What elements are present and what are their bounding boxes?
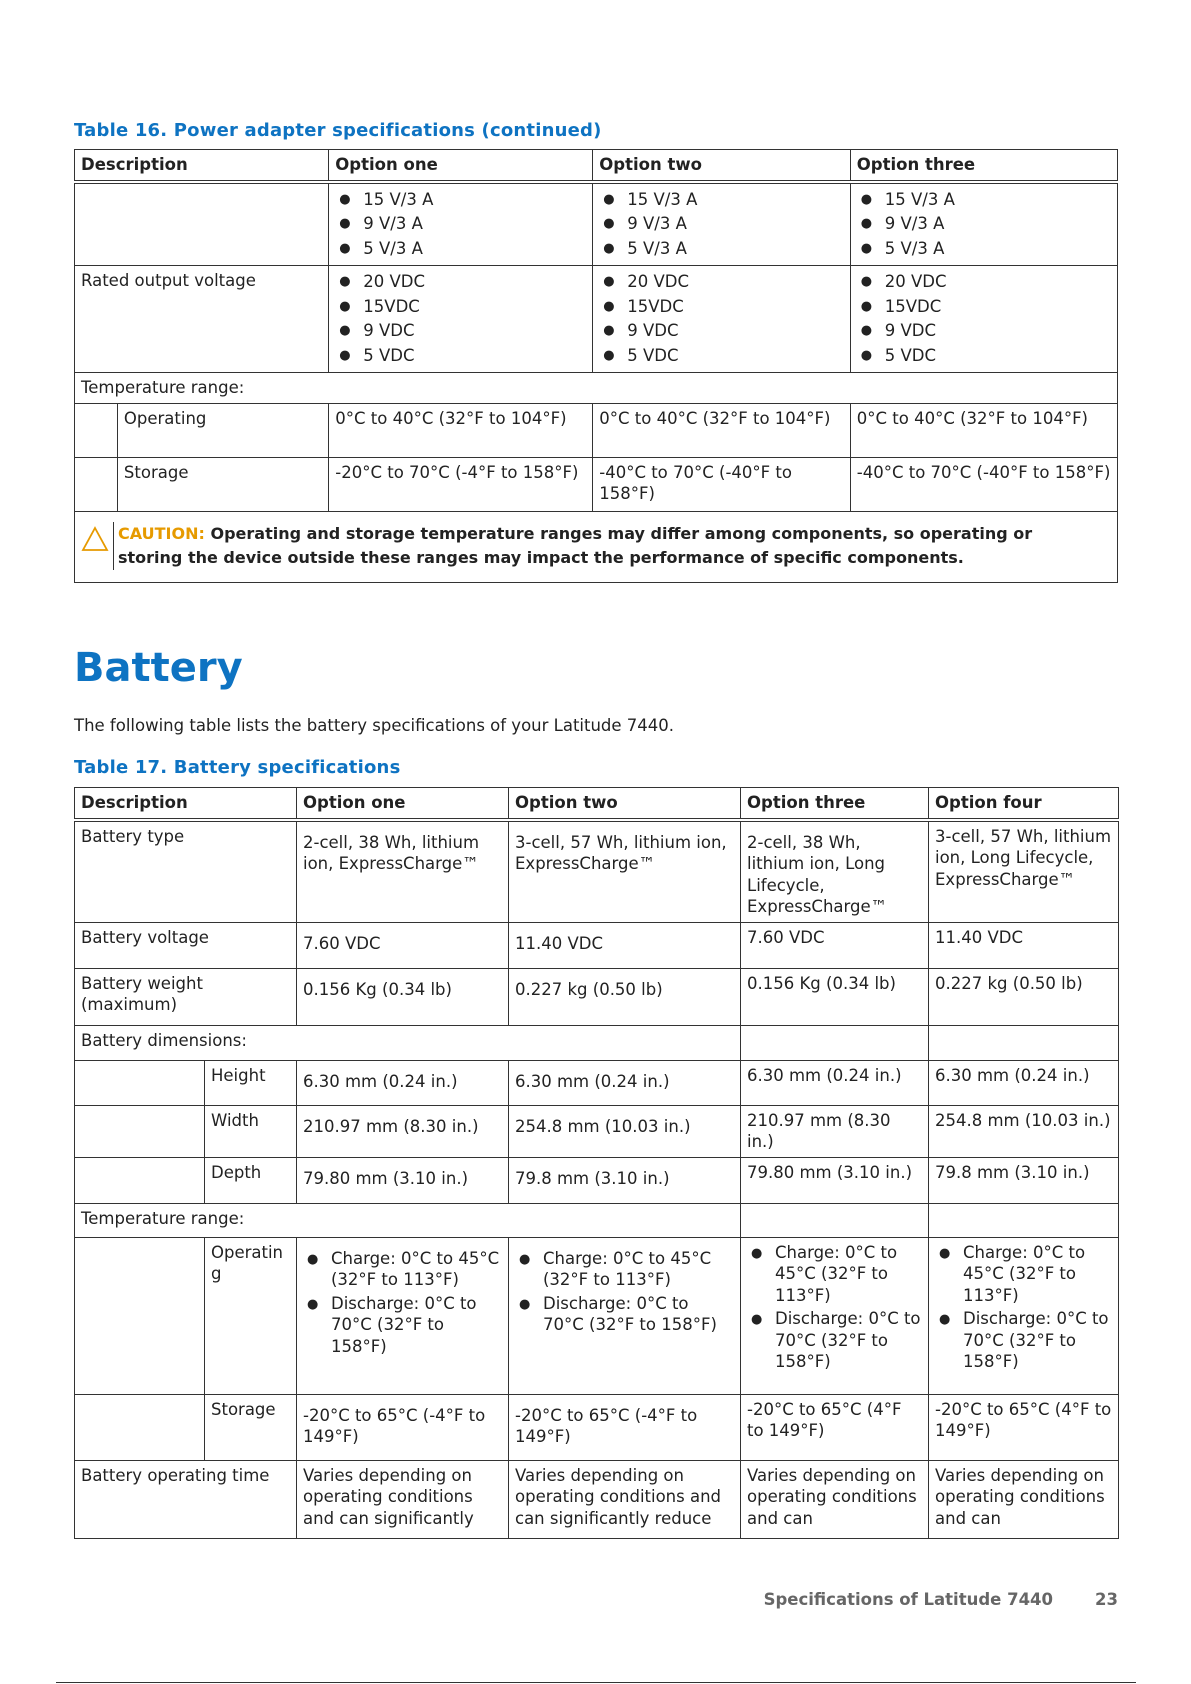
table-cell: -20°C to 65°C (-4°F to 149°F) <box>509 1394 741 1460</box>
page-number: 23 <box>1095 1590 1118 1609</box>
table-cell <box>850 182 1117 266</box>
table-cell: 79.8 mm (3.10 in.) <box>929 1157 1119 1203</box>
header-option-two: Option two <box>593 150 851 182</box>
indent-cell <box>75 1394 205 1460</box>
list-item: ● 9 VDC <box>857 319 1111 344</box>
table-cell: 0°C to 40°C (32°F to 104°F) <box>593 403 851 457</box>
indent-cell <box>75 457 118 511</box>
table-cell <box>741 1203 929 1237</box>
list-item: ● 5 VDC <box>857 344 1111 369</box>
list-item: ● 9 V/3 A <box>335 212 586 237</box>
row-label: Rated output voltage <box>75 266 329 373</box>
table-row <box>75 1237 1119 1394</box>
table-cell: 7.60 VDC <box>297 922 509 968</box>
page-bottom-divider <box>56 1682 1136 1683</box>
table-cell <box>741 1025 929 1060</box>
row-label: Battery weight (maximum) <box>75 968 297 1025</box>
list-item: ● 5 V/3 A <box>335 237 586 262</box>
table-cell <box>593 266 851 373</box>
header-option-one: Option one <box>297 788 509 820</box>
caution-row <box>75 511 1118 582</box>
table-cell: 6.30 mm (0.24 in.) <box>297 1060 509 1105</box>
table-cell: Varies depending on operating conditions and can <box>741 1460 929 1538</box>
row-label: Operating <box>117 403 328 457</box>
list-item: ● 5 VDC <box>335 344 586 369</box>
list-item: ● 15VDC <box>335 295 586 320</box>
table-cell: 3-cell, 57 Wh, lithium ion, ExpressCharge™ <box>509 820 741 923</box>
table-17 <box>74 787 1119 1539</box>
list-item: ● 5 VDC <box>599 344 844 369</box>
table-cell <box>329 182 593 266</box>
row-label: Depth <box>205 1157 297 1203</box>
table-cell <box>929 1203 1119 1237</box>
table-cell: 254.8 mm (10.03 in.) <box>929 1105 1119 1157</box>
table-header-row <box>75 150 1118 182</box>
table-cell: 210.97 mm (8.30 in.) <box>741 1105 929 1157</box>
table-row <box>75 1060 1119 1105</box>
table-cell: 6.30 mm (0.24 in.) <box>509 1060 741 1105</box>
table-cell <box>329 266 593 373</box>
warning-triangle-icon <box>81 522 113 564</box>
list-item: ● 9 V/3 A <box>599 212 844 237</box>
list-item: ● Discharge: 0°C to 70°C (32°F to 158°F) <box>303 1293 502 1358</box>
row-label: Temperature range: <box>75 1203 741 1237</box>
indent-cell <box>75 1060 205 1105</box>
list-item: ● 20 VDC <box>335 270 586 295</box>
list-item: ● 20 VDC <box>857 270 1111 295</box>
indent-cell <box>75 1157 205 1203</box>
row-label: Storage <box>117 457 328 511</box>
list-item: ● Charge: 0°C to 45°C (32°F to 113°F) <box>747 1242 922 1307</box>
table-row <box>75 182 1118 266</box>
table-cell: 2-cell, 38 Wh, lithium ion, ExpressCharge™ <box>297 820 509 923</box>
list-item: ● Discharge: 0°C to 70°C (32°F to 158°F) <box>515 1293 734 1336</box>
table-cell: 254.8 mm (10.03 in.) <box>509 1105 741 1157</box>
row-label: Operatin g <box>205 1237 297 1394</box>
header-description: Description <box>75 150 329 182</box>
table-16 <box>74 149 1118 583</box>
header-option-two: Option two <box>509 788 741 820</box>
list-item: ● 15 V/3 A <box>857 188 1111 213</box>
page-footer <box>764 1590 1118 1609</box>
header-option-three: Option three <box>741 788 929 820</box>
indent-cell <box>75 403 118 457</box>
row-label: Battery voltage <box>75 922 297 968</box>
table-row <box>75 266 1118 373</box>
list-item: ● 9 V/3 A <box>857 212 1111 237</box>
caution-text: Operating and storage temperature ranges may differ among components, so operating or storing the device outside these ranges may impact the performance of specific components. <box>118 523 1033 567</box>
row-label: Width <box>205 1105 297 1157</box>
caution-note <box>75 511 1118 582</box>
table-cell: 0.227 kg (0.50 lb) <box>509 968 741 1025</box>
row-label: Battery dimensions: <box>75 1025 741 1060</box>
table-cell: 11.40 VDC <box>509 922 741 968</box>
table-cell: 0°C to 40°C (32°F to 104°F) <box>329 403 593 457</box>
table-row <box>75 820 1119 923</box>
table-row <box>75 968 1119 1025</box>
table-cell: Varies depending on operating conditions and can <box>929 1460 1119 1538</box>
row-label: Temperature range: <box>75 373 1118 404</box>
list-item: ● Discharge: 0°C to 70°C (32°F to 158°F) <box>935 1308 1112 1373</box>
list-item: ● Charge: 0°C to 45°C (32°F to 113°F) <box>515 1248 734 1291</box>
list-item: ● Charge: 0°C to 45°C (32°F to 113°F) <box>935 1242 1112 1307</box>
section-title-battery: Battery <box>74 645 243 691</box>
indent-cell <box>75 1237 205 1394</box>
table-row <box>75 1157 1119 1203</box>
list-item: ● 15 V/3 A <box>335 188 586 213</box>
table-16-caption: Table 16. Power adapter specifications (continued) <box>74 120 602 141</box>
list-item: ● 20 VDC <box>599 270 844 295</box>
table-cell <box>509 1237 741 1394</box>
table-row <box>75 457 1118 511</box>
table-cell: Varies depending on operating conditions and can significantly reduce <box>509 1460 741 1538</box>
table-cell: -20°C to 65°C (4°F to 149°F) <box>741 1394 929 1460</box>
table-cell: -20°C to 70°C (-4°F to 158°F) <box>329 457 593 511</box>
table-cell: 79.80 mm (3.10 in.) <box>741 1157 929 1203</box>
table-cell: 210.97 mm (8.30 in.) <box>297 1105 509 1157</box>
table-row <box>75 922 1119 968</box>
indent-cell <box>75 1105 205 1157</box>
table-cell: 0°C to 40°C (32°F to 104°F) <box>850 403 1117 457</box>
table-cell: -40°C to 70°C (-40°F to 158°F) <box>593 457 851 511</box>
table-cell: -20°C to 65°C (4°F to 149°F) <box>929 1394 1119 1460</box>
list-item: ● Discharge: 0°C to 70°C (32°F to 158°F) <box>747 1308 922 1373</box>
table-cell: 3-cell, 57 Wh, lithium ion, Long Lifecycle, ExpressCharge™ <box>929 820 1119 923</box>
list-item: ● 15VDC <box>599 295 844 320</box>
list-item: ● 15 V/3 A <box>599 188 844 213</box>
table-cell <box>741 1237 929 1394</box>
table-row <box>75 373 1118 404</box>
table-cell: 6.30 mm (0.24 in.) <box>929 1060 1119 1105</box>
header-option-four: Option four <box>929 788 1119 820</box>
header-description: Description <box>75 788 297 820</box>
list-item: ● Charge: 0°C to 45°C (32°F to 113°F) <box>303 1248 502 1291</box>
table-cell <box>929 1237 1119 1394</box>
header-option-one: Option one <box>329 150 593 182</box>
table-cell <box>929 1025 1119 1060</box>
battery-intro: The following table lists the battery specifications of your Latitude 7440. <box>74 716 675 735</box>
row-label <box>75 182 329 266</box>
table-cell: 6.30 mm (0.24 in.) <box>741 1060 929 1105</box>
row-label: Battery type <box>75 820 297 923</box>
row-label: Storage <box>205 1394 297 1460</box>
table-row <box>75 403 1118 457</box>
table-row <box>75 1105 1119 1157</box>
table-cell: 2-cell, 38 Wh, lithium ion, Long Lifecycle, ExpressCharge™ <box>741 820 929 923</box>
table-cell <box>297 1237 509 1394</box>
table-header-row <box>75 788 1119 820</box>
table-cell: 11.40 VDC <box>929 922 1119 968</box>
list-item: ● 15VDC <box>857 295 1111 320</box>
table-row <box>75 1203 1119 1237</box>
table-17-caption: Table 17. Battery specifications <box>74 757 401 778</box>
table-cell <box>593 182 851 266</box>
table-cell: 0.227 kg (0.50 lb) <box>929 968 1119 1025</box>
header-option-three: Option three <box>850 150 1117 182</box>
table-cell: 0.156 Kg (0.34 lb) <box>297 968 509 1025</box>
table-cell: 0.156 Kg (0.34 lb) <box>741 968 929 1025</box>
table-row <box>75 1025 1119 1060</box>
row-label: Height <box>205 1060 297 1105</box>
list-item: ● 5 V/3 A <box>857 237 1111 262</box>
table-cell: Varies depending on operating conditions and can significantly <box>297 1460 509 1538</box>
table-cell: 79.8 mm (3.10 in.) <box>509 1157 741 1203</box>
table-row <box>75 1394 1119 1460</box>
list-item: ● 9 VDC <box>335 319 586 344</box>
list-item: ● 5 V/3 A <box>599 237 844 262</box>
table-cell <box>850 266 1117 373</box>
table-cell: 7.60 VDC <box>741 922 929 968</box>
list-item: ● 9 VDC <box>599 319 844 344</box>
table-row <box>75 1460 1119 1538</box>
row-label: Battery operating time <box>75 1460 297 1538</box>
table-cell: 79.80 mm (3.10 in.) <box>297 1157 509 1203</box>
table-cell: -20°C to 65°C (-4°F to 149°F) <box>297 1394 509 1460</box>
footer-section-title: Specifications of Latitude 7440 <box>763 1590 1054 1609</box>
table-cell: -40°C to 70°C (-40°F to 158°F) <box>850 457 1117 511</box>
caution-label: CAUTION: <box>118 523 205 543</box>
